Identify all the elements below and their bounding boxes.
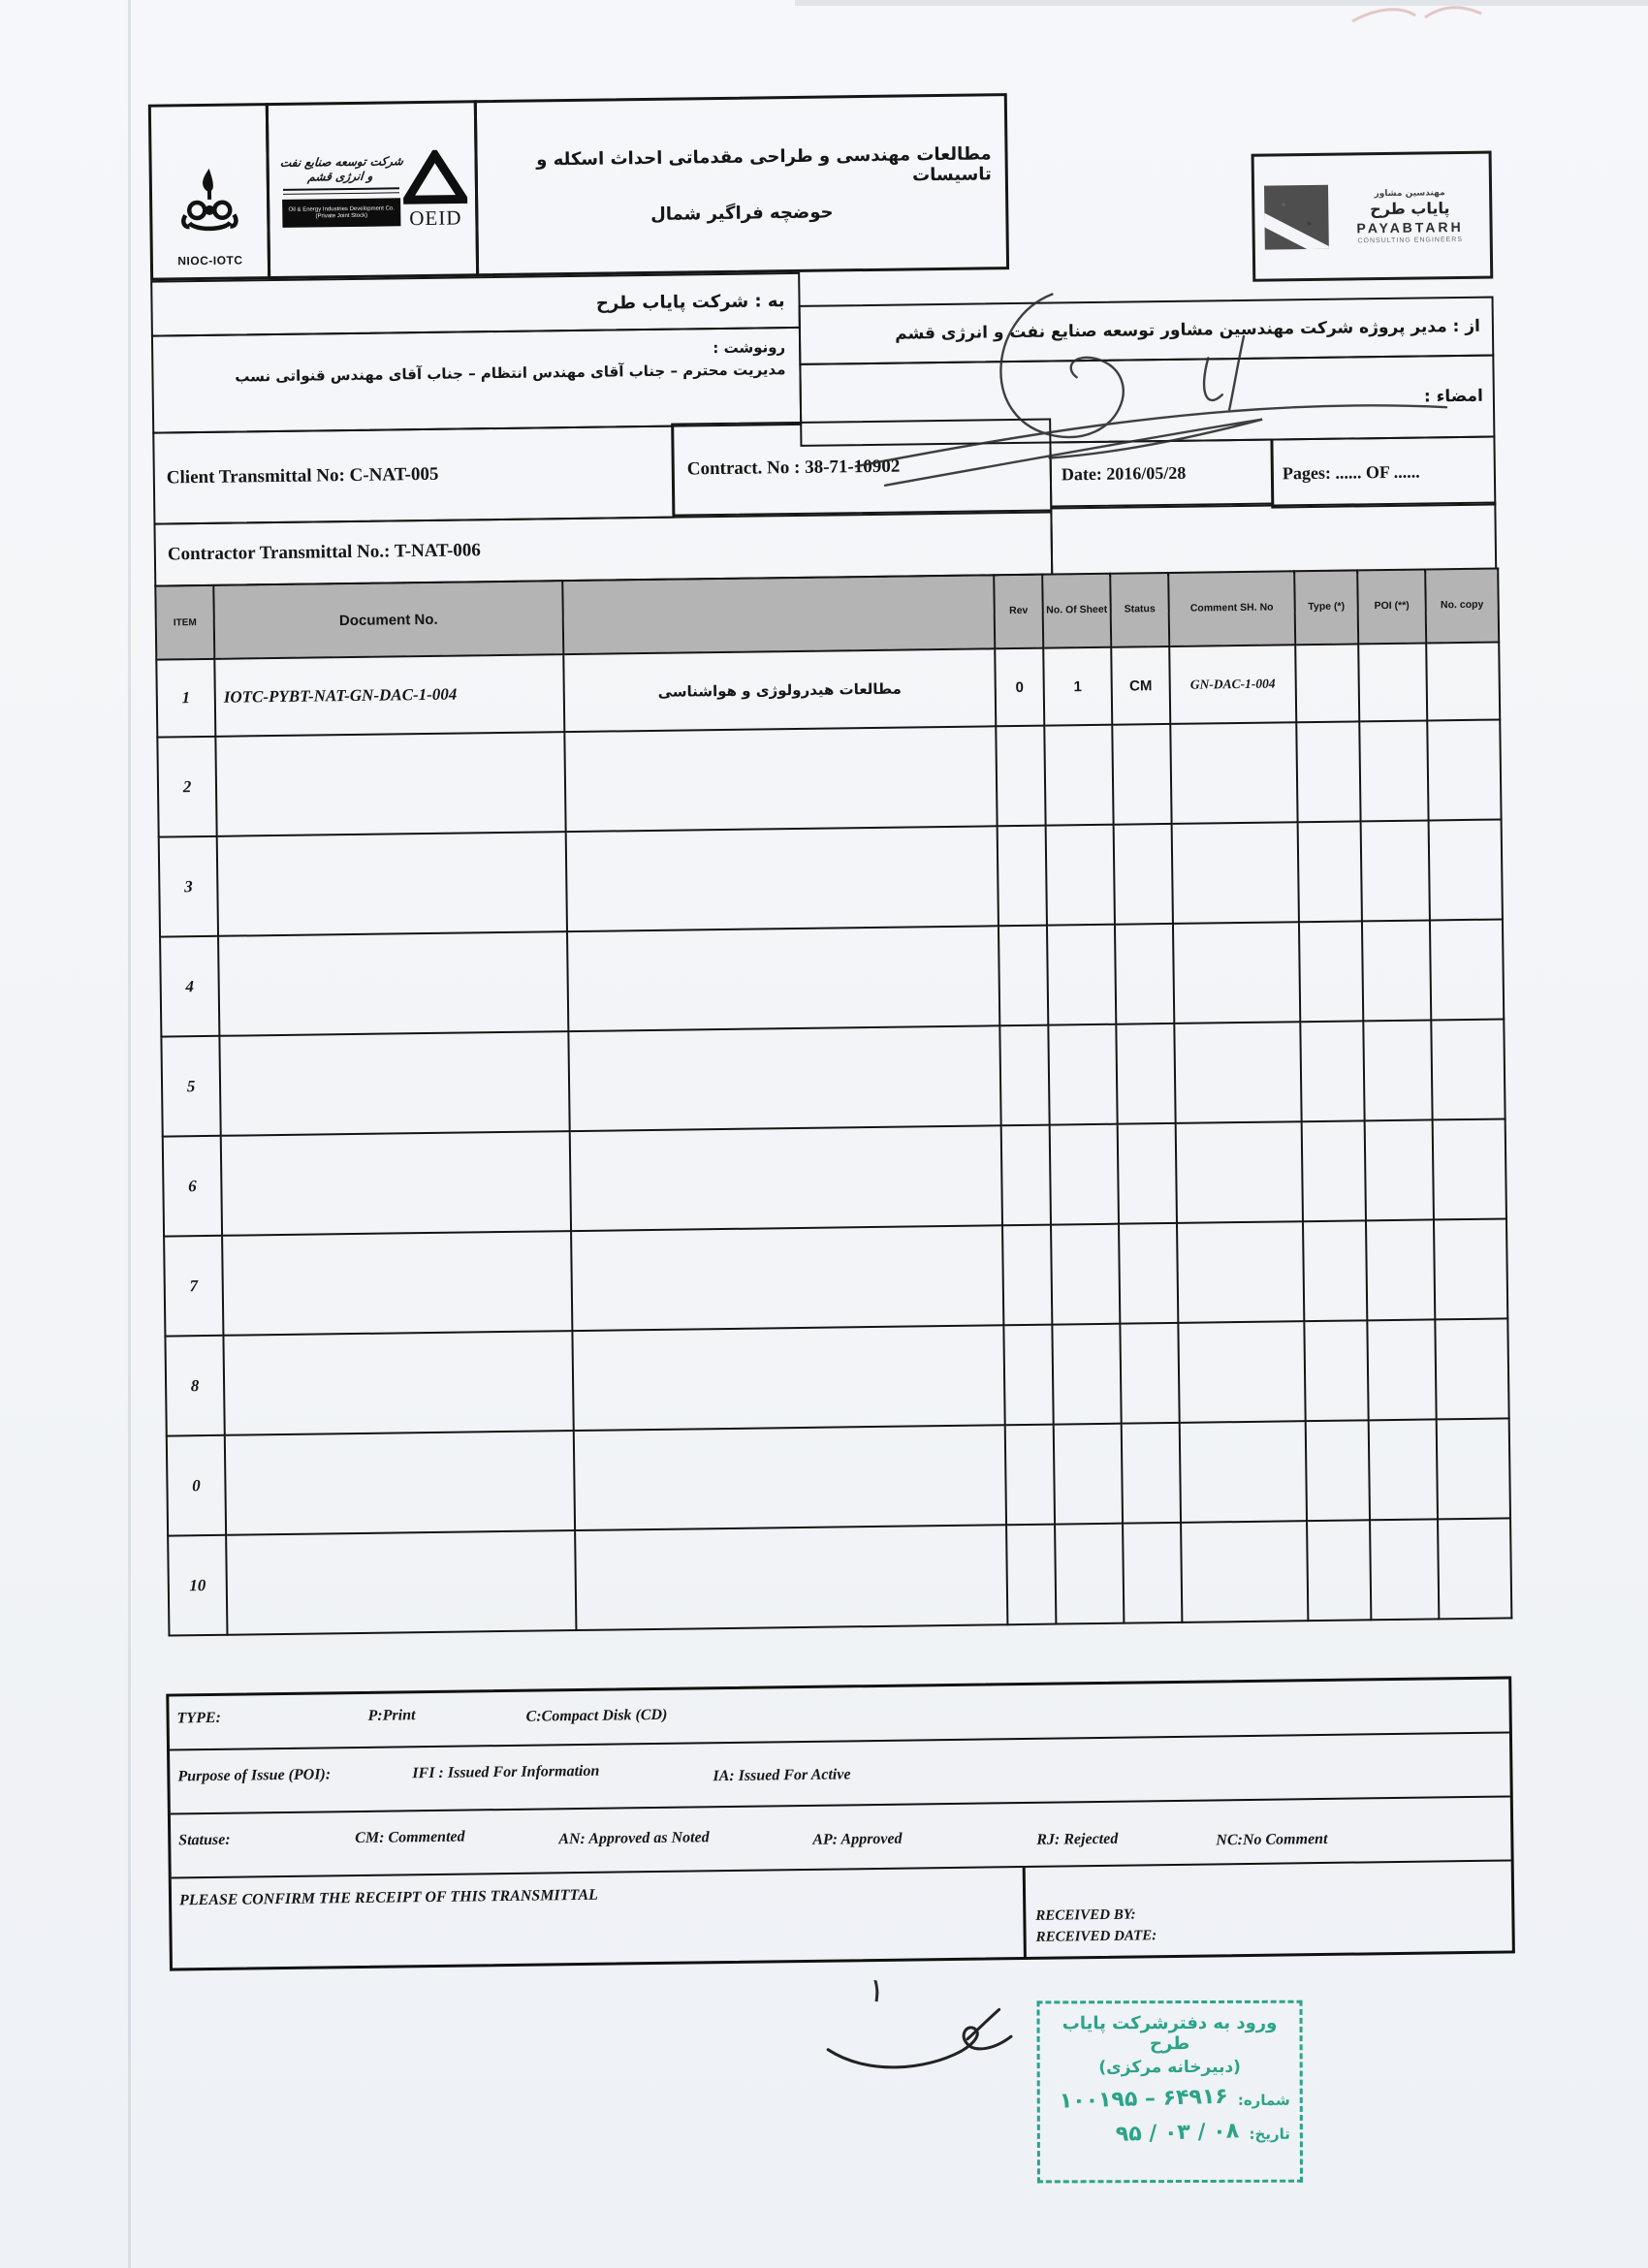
- client-transmittal-no: Client Transmittal No: C-NAT-005: [152, 425, 675, 525]
- cc-names: مدیریت محترم – جناب آقای مهندس انتظام – جناب آقای مهندس قنواتی نسب: [235, 360, 786, 386]
- item-number: 2: [157, 737, 216, 837]
- table-row: [161, 1019, 1505, 1136]
- confirm-row: [172, 1861, 1512, 1968]
- oeid-triangle-icon: [402, 149, 467, 205]
- rev-value: 0: [995, 648, 1044, 727]
- pages-field: Pages: ...... OF ......: [1270, 436, 1496, 509]
- comment-sh-no-value: GN-DAC-1-004: [1169, 645, 1296, 724]
- oeid-banner-text: Oil & Energy Industries Development Co. (Private Joint Stock): [282, 198, 400, 228]
- documents-table: [154, 567, 1512, 1636]
- table-row: [160, 919, 1504, 1036]
- status-rj: RJ: Rejected: [1036, 1830, 1119, 1848]
- status-nc: NC:No Comment: [1216, 1830, 1328, 1849]
- sheets-value: 1: [1043, 647, 1112, 726]
- transmittal-form: [143, 66, 1521, 2245]
- cc-field: [151, 327, 802, 434]
- stamp-date-label: تاریخ:: [1249, 2125, 1290, 2143]
- handwritten-page-number: ۱: [865, 1970, 889, 2012]
- col-sheets: No. Of Sheet: [1042, 574, 1111, 648]
- item-number: 4: [160, 936, 219, 1037]
- document-title: مطالعات هیدرولوژی و هواشناسی: [563, 648, 996, 732]
- contractor-transmittal-no: Contractor Transmittal No.: T-NAT-006: [153, 512, 1053, 587]
- confirm-text: PLEASE CONFIRM THE RECEIPT OF THIS TRANSMITTAL: [178, 1886, 598, 1909]
- item-number: 1: [156, 659, 215, 738]
- item-number: 6: [163, 1136, 222, 1237]
- status-an: AN: Approved as Noted: [558, 1829, 710, 1848]
- stamp-line2: (دبیرخانه مرکزی): [1098, 2057, 1241, 2078]
- table-row: [164, 1218, 1507, 1336]
- status-label: Statuse:: [178, 1831, 231, 1849]
- col-rev: Rev: [994, 575, 1043, 649]
- nioc-iotc-logo: [148, 103, 270, 281]
- oeid-divider: [283, 187, 399, 195]
- entry-stamp: [1036, 2000, 1302, 2184]
- payabtarh-logo-box: [1252, 151, 1494, 282]
- item-number: 0: [167, 1435, 226, 1536]
- item-number: 3: [159, 836, 218, 937]
- payabtarh-name-fa: پایاب طرح: [1370, 198, 1450, 218]
- item-number: 10: [168, 1535, 227, 1636]
- scan-edge-shadow: [795, 0, 1648, 6]
- type-label: TYPE:: [176, 1709, 222, 1727]
- table-row: [168, 1518, 1511, 1635]
- legend-box: [166, 1676, 1515, 1970]
- document-no: IOTC-PYBT-NAT-GN-DAC-1-004: [214, 654, 564, 737]
- col-copies: No. copy: [1425, 569, 1499, 644]
- status-value: CM: [1111, 646, 1170, 725]
- type-cd: C:Compact Disk (CD): [525, 1706, 668, 1725]
- table-row: [157, 719, 1501, 836]
- stamp-number-row: [1050, 2084, 1290, 2114]
- contract-no: Contract. No : 38-71-10902: [671, 419, 1052, 517]
- received-block: [1023, 1861, 1512, 1957]
- to-field: به : شرکت پایاب طرح: [150, 272, 801, 337]
- col-title: [562, 575, 995, 654]
- col-comment-sh-no: Comment SH. No: [1168, 571, 1295, 646]
- item-number: 8: [165, 1336, 224, 1436]
- table-row: [159, 819, 1503, 936]
- payabtarh-logo-mark: [1264, 185, 1329, 250]
- poi-ia: IA: Issued For Active: [713, 1766, 851, 1785]
- copies-value: [1426, 643, 1500, 721]
- date-field: Date: 2016/05/28: [1049, 439, 1274, 508]
- handwritten-scribble: [808, 2002, 1032, 2097]
- stamp-number-value: ۱۰۰۱۹۵ – ۶۴۹۱۶: [1059, 2084, 1229, 2114]
- payabtarh-name-en: PAYABTARH: [1356, 218, 1464, 236]
- form-header: [148, 93, 1009, 281]
- project-title-box: [474, 93, 1009, 276]
- cc-label: رونوشت :: [713, 338, 786, 358]
- oeid-calligraphy: شرکت توسعه صنایع نفت و انرژی قشم: [279, 154, 404, 184]
- empty-cell: [1050, 502, 1497, 578]
- project-title-line2: حوضچه فراگیر شمال: [650, 201, 834, 225]
- nioc-flame-icon: [179, 166, 240, 250]
- col-item: ITEM: [155, 585, 214, 660]
- payabtarh-tagline-fa: مهندسین مشاور: [1374, 187, 1445, 199]
- col-type: Type (*): [1294, 570, 1358, 645]
- project-title-line1: مطالعات مهندسی و طراحی مقدماتی احداث اسکله و تاسیسات: [536, 142, 992, 185]
- signature-field: امضاء :: [799, 355, 1495, 447]
- item-number: 5: [161, 1036, 220, 1137]
- oeid-acronym: OEID: [409, 205, 462, 230]
- table-row: [165, 1318, 1508, 1435]
- item-number: 7: [164, 1236, 223, 1337]
- type-value: [1295, 644, 1359, 722]
- col-document-no: Document No.: [213, 581, 563, 659]
- col-poi: POI (**): [1357, 569, 1426, 644]
- type-print: P:Print: [367, 1707, 416, 1724]
- table-row: [167, 1418, 1510, 1535]
- poi-ifi: IFI : Issued For Information: [412, 1762, 600, 1782]
- status-cm: CM: Commented: [355, 1828, 465, 1847]
- poi-label: Purpose of Issue (POI):: [177, 1766, 332, 1785]
- received-date-label: RECEIVED DATE:: [1035, 1927, 1157, 1945]
- payabtarh-subtitle: CONSULTING ENGINEERS: [1357, 236, 1464, 244]
- scan-fold-line: [128, 0, 131, 2268]
- col-status: Status: [1110, 573, 1169, 647]
- stamp-date-value: ۹۵ / ۰۳ / ۰۸: [1115, 2119, 1240, 2147]
- stamp-number-label: شماره:: [1237, 2091, 1290, 2109]
- nioc-label: NIOC-IOTC: [177, 253, 243, 268]
- stamp-line1: ورود به دفترشرکت پایاب طرح: [1062, 2012, 1278, 2055]
- table-row: [163, 1118, 1506, 1236]
- received-by-label: RECEIVED BY:: [1035, 1906, 1136, 1924]
- status-ap: AP: Approved: [812, 1830, 903, 1848]
- poi-value: [1358, 643, 1427, 721]
- from-field: از : مدیر پروژه شرکت مهندسین مشاور توسعه صنایع نفت و انرژی قشم: [799, 297, 1495, 365]
- stamp-date-row: [1050, 2121, 1290, 2146]
- oeid-logo-box: [266, 100, 479, 279]
